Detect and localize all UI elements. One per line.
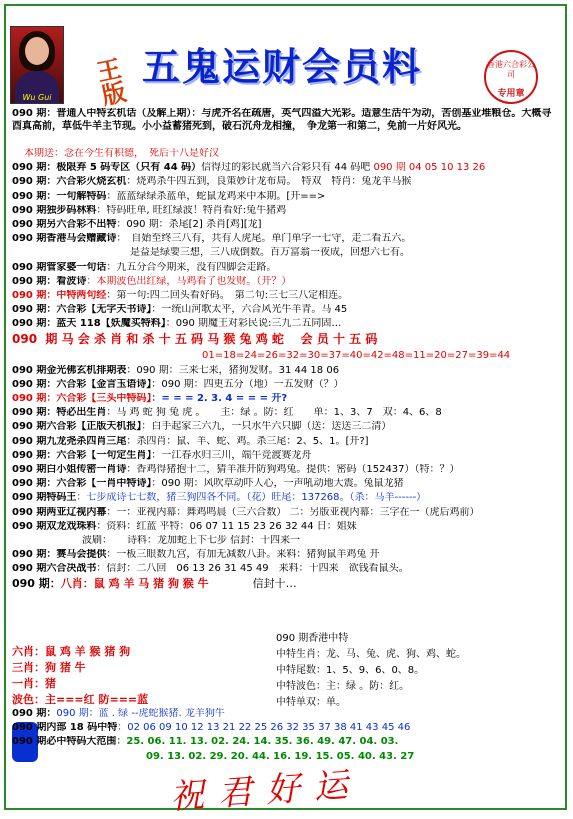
line-period: 090 期: [12, 233, 47, 245]
one-zodiac: 一肖：猪: [12, 677, 56, 690]
line-text: ：本期波色出红绿，马鸡看了也发财。（开？）: [86, 275, 292, 287]
line-text: 会 员 十 五 码: [300, 332, 378, 347]
blessing-text: 祝君好运: [168, 764, 364, 818]
line-text: ：090 期：三来七来，猪狗发财。31 44 18 06: [126, 364, 340, 376]
line-16: [12, 365, 561, 379]
line-text: ：马 鸡 蛇 狗 兔 虎 。 主：绿 。防：红 单：1、3、7 双：4、6、8: [106, 407, 442, 419]
line-text: ：蓝蓝绿绿杀蓝单，蛇鼠龙鸡来中本期。[开==>: [106, 190, 326, 202]
line-text: ：白手起家三六九，一只水牛六只脚（送：送送三二清）: [141, 421, 392, 433]
line-14: [12, 332, 561, 350]
line-period: 090 期：: [12, 378, 57, 390]
prediction-list: [12, 108, 561, 592]
box-tail: 中特尾数：1、5、9、6、0、8。: [276, 665, 425, 676]
line-period: 090 期: [12, 204, 47, 216]
box-title: 090 期香港中特: [276, 633, 349, 644]
line-heading: 两亚辽视内幕: [46, 506, 107, 518]
line-heading: 期 马 会 杀 肖 和 杀 十 五 码 马 猴 兔 鸡 蛇: [45, 332, 284, 347]
line-7: [12, 233, 561, 247]
line-text: 是益是绿要三想，三八成倒数。百万富翁一夜成，回想六七有。: [130, 247, 410, 259]
line-period: 090 期：: [12, 577, 61, 591]
photo-caption: Wu Gui: [22, 93, 52, 102]
line-heading: 六合决战书: [46, 563, 97, 575]
line-13: [12, 318, 561, 332]
line-period: 090 期: [12, 563, 47, 575]
line-25: [12, 492, 561, 506]
line-heading: 特码王: [46, 492, 77, 504]
line-period: 090 期：: [12, 318, 57, 330]
hk-special-box: [276, 631, 476, 711]
line-period: 090 期：: [12, 393, 57, 404]
line-heading: 特必出生肖: [56, 407, 107, 419]
line-period: 090 期：: [12, 708, 57, 719]
line-heading: 双龙戏珠料: [46, 520, 97, 532]
line-29: [12, 549, 561, 563]
line-numbers: 090 期 04 05 10 13 26: [373, 162, 486, 174]
line-heading: 普通人中特玄机话（及解上期）：与虎齐名在疏唐，英气四溢大光彩。适意生活午为动，苦创基业堆粮仓。大概寻酉真高前，草低牛羊主节现。小小益蓄猪死到，破石沉舟龙相撞， 争龙第一和第二，免前一片好风光。: [12, 108, 552, 132]
seal-top-text: 香港六合彩公司: [487, 60, 535, 79]
line-text: ：信封：二八回 06 13 26 31 45 49 来料：十四来 欲钱看鼠头。: [96, 563, 409, 575]
page-title: 五鬼运财会员料: [142, 45, 423, 89]
line-23: [12, 464, 561, 478]
line-heading: 香港马会赠藏诗: [46, 233, 117, 245]
line-period: 090 期：: [12, 478, 57, 490]
line-17: [12, 379, 561, 393]
line-heading: 六合彩【一肖中特诗】: [56, 478, 152, 490]
face-shape: [25, 37, 49, 65]
line-heading: 六合彩【三头中特码】: [56, 393, 152, 404]
line-12: [12, 304, 561, 318]
company-seal: [484, 50, 538, 104]
line-heading: 六合彩【无字天书诗】: [56, 304, 152, 316]
line-text: 信得过的彩民就当六合彩只有 44 码吧: [201, 162, 371, 174]
line-text: ：一江春水归三川，端午竞渡赛龙舟: [151, 449, 312, 461]
line-text: ：090 期：四更五分（地）一五发财（？）: [151, 378, 344, 390]
line-heading: 六合彩火烧玄机: [56, 176, 127, 188]
line-numbers: 09. 13. 02. 29. 20. 44. 16. 19. 15. 05. 40. 43. 27: [146, 750, 415, 762]
line-heading: 独步码林料: [46, 204, 97, 216]
line-numbers: ：02 06 09 10 12 13 21 22 25 26 32 35 37 38 41 43 45 46: [117, 722, 411, 734]
line-8: [12, 247, 561, 261]
line-period: 090 期: [12, 261, 47, 273]
line-period: 090 期: [12, 506, 47, 518]
line-text: ：090 期：杀尾[2] 杀肖[鸡][龙]: [116, 218, 262, 230]
line-period: 090 期: [12, 435, 47, 447]
line-text: ：杀四肖：鼠、羊、蛇、鸡。杀三尾：2、5、1。[开?]: [126, 435, 369, 447]
line-text: ：九五分合今期来，没有四脚会走路。: [106, 261, 277, 273]
line-6: [12, 219, 561, 233]
portrait-photo: [10, 26, 64, 104]
line-text: ：090 期：风吹草动吓人心，一声吼动地大震。兔鼠龙猪: [151, 478, 404, 490]
line-18: [12, 393, 561, 407]
line-heading: 金光佛玄机排期表: [46, 364, 127, 376]
line-period: 090 期：: [12, 449, 57, 461]
line-15: [12, 350, 561, 364]
line-period: 090 期: [12, 520, 47, 532]
line-period: 090 期: [12, 736, 47, 748]
three-zodiac: 三肖：狗 猪 牛: [12, 661, 86, 674]
line-31: [12, 577, 561, 591]
bottom-line-0: [12, 708, 561, 722]
line-period: 090 期：: [12, 108, 57, 119]
line-text: ： 自始至终三八有，共有人虎尾。单门单字一七守，走二看五六。: [116, 233, 412, 245]
zodiac-summary: [12, 644, 274, 708]
line-heading: 极限弃 5 码专区（只有 44 码）: [56, 162, 202, 174]
line-11: [12, 290, 561, 304]
line-text: ：090 期魔王对彩民说:三九二五同固…: [165, 318, 342, 330]
line-30: [12, 563, 561, 577]
line-2: [12, 162, 561, 176]
bottom-list: [12, 708, 561, 765]
line-text: ：七步成诗七七数，猪三狗四各不同。（花）旺尾：137268。（杀：马羊------）: [76, 492, 427, 504]
line-period: 090 期：: [12, 407, 57, 419]
line-9: [12, 262, 561, 276]
line-text: ：特码旺单, 旺红绿波！特肖看好:兔牛猪鸡: [96, 204, 287, 216]
line-1: [12, 148, 561, 162]
line-text: ：香鸡得猪抱十二，猜羊准开防狗鸡兔。提供：密码（152437）（特：？）: [126, 463, 460, 475]
line-period: 090 期：: [12, 549, 57, 561]
line-heading: 六合彩【金言玉语诗】: [56, 378, 152, 390]
seal-bottom-text: 专用章: [497, 89, 525, 100]
line-heading: 九龙尧杀四肖三尾: [46, 435, 127, 447]
line-text: 念在今生有积德， 死后十八是好汉: [64, 148, 219, 159]
line-heading: 看波诗: [56, 275, 87, 287]
box-color: 中特波色：主：绿 。防：红。: [276, 681, 410, 692]
line-text: 信封十…: [208, 577, 297, 591]
line-5: [12, 205, 561, 219]
line-text: ：资料：红蓝 平特：06 07 11 15 23 26 32 44 日：姐妹: [96, 520, 357, 532]
bottom-line-3: [12, 751, 561, 765]
line-period: 090 期：: [12, 289, 57, 301]
bottom-line-2: [12, 736, 561, 750]
line-numbers: 01=18=24=26=32=30=37=40=42=48=11=20=27=39=44: [202, 350, 511, 362]
line-heading: 必中特码大范围: [46, 736, 117, 748]
line-numbers: ：25. 06. 11. 13. 02. 24. 14. 35. 36. 49. 47. 04. 03.: [116, 736, 399, 748]
line-period: 090 期：: [12, 176, 57, 188]
line-text: ：烧鸡杀牛四五到，良策妙计龙布局。 特双 特肖：兔龙羊马猴: [126, 176, 412, 188]
line-27: [12, 521, 561, 535]
line-heading: 白小姐传密一肖诗: [46, 463, 127, 475]
line-20: [12, 421, 561, 435]
line-period: 090 期: [12, 364, 47, 376]
six-zodiac: 六肖：鼠 鸡 羊 猴 猪 狗: [12, 645, 131, 658]
line-3: [12, 176, 561, 190]
line-period: 090 期: [12, 463, 47, 475]
line-10: [12, 276, 561, 290]
line-period: 090 期：: [12, 304, 57, 316]
line-4: [12, 191, 561, 205]
line-heading: 内部 18 码中特: [46, 722, 118, 734]
line-heading: 六合彩【正版天机报】: [46, 421, 142, 433]
line-text: 090 期：蓝 . 绿 --虎蛇猴猪. 龙羊狗牛: [56, 708, 225, 719]
box-zodiac: 中特生肖：龙、马、兔、虎、狗、鸡、蛇。: [276, 649, 466, 660]
line-heading: 六合彩【一句定生肖】: [56, 449, 152, 461]
line-text: 波刷： 诗料：龙加蛇上下七步 信封：十四来一: [82, 534, 301, 546]
line-period: 090: [12, 332, 38, 347]
line-19: [12, 407, 561, 421]
brand-mark: 王 版: [94, 53, 129, 111]
line-heading: 蓝天 118【妖魔买特料】: [56, 318, 166, 330]
header: [6, 6, 565, 111]
line-28: [12, 535, 561, 549]
line-heading: 管家婆一句话: [46, 261, 107, 273]
line-heading: 一句解特码: [56, 190, 107, 202]
line-period: 090 期: [12, 722, 47, 734]
line-period: 090 期: [12, 218, 47, 230]
line-heading: 另六合彩不出特: [46, 218, 117, 230]
line-22: [12, 450, 561, 464]
box-parity: 中特单双：单。: [276, 697, 346, 708]
line-period: 本期送：: [24, 148, 64, 159]
line-text: ：= = = 2. 3. 4 = = = 开?: [151, 393, 288, 404]
line-heading: 赛马会提供: [56, 549, 107, 561]
line-heading: 中特两句经: [56, 289, 107, 301]
line-0: [12, 108, 561, 148]
line-text: ：一统山河歌太平，六合风光牛羊青。马 45: [151, 304, 348, 316]
line-text: ：一板三眼数九宫，有加无减数八卦。来料：猪狗鼠羊鸡兔 开: [106, 549, 380, 561]
line-heading: 八肖：鼠 鸡 羊 马 猪 狗 猴 牛: [60, 577, 209, 591]
line-period: 090 期：: [12, 162, 57, 174]
bottom-line-1: [12, 722, 561, 736]
line-text: ：一：亚视内幕：舞鸡鸣晨（三六合数） 二：另版亚视内幕：三字在一（虎后鸡前）: [106, 506, 480, 518]
wave-color: 波色：主===红 防===蓝: [12, 693, 149, 706]
line-period: 090 期: [12, 421, 47, 433]
line-26: [12, 507, 561, 521]
line-21: [12, 436, 561, 450]
line-period: 090 期：: [12, 275, 57, 287]
line-text: ：第一句:四二回头看好码。 第二句:三七三八定相连。: [106, 289, 349, 301]
line-24: [12, 478, 561, 492]
line-period: 090 期：: [12, 190, 57, 202]
line-period: 090 期: [12, 492, 47, 504]
